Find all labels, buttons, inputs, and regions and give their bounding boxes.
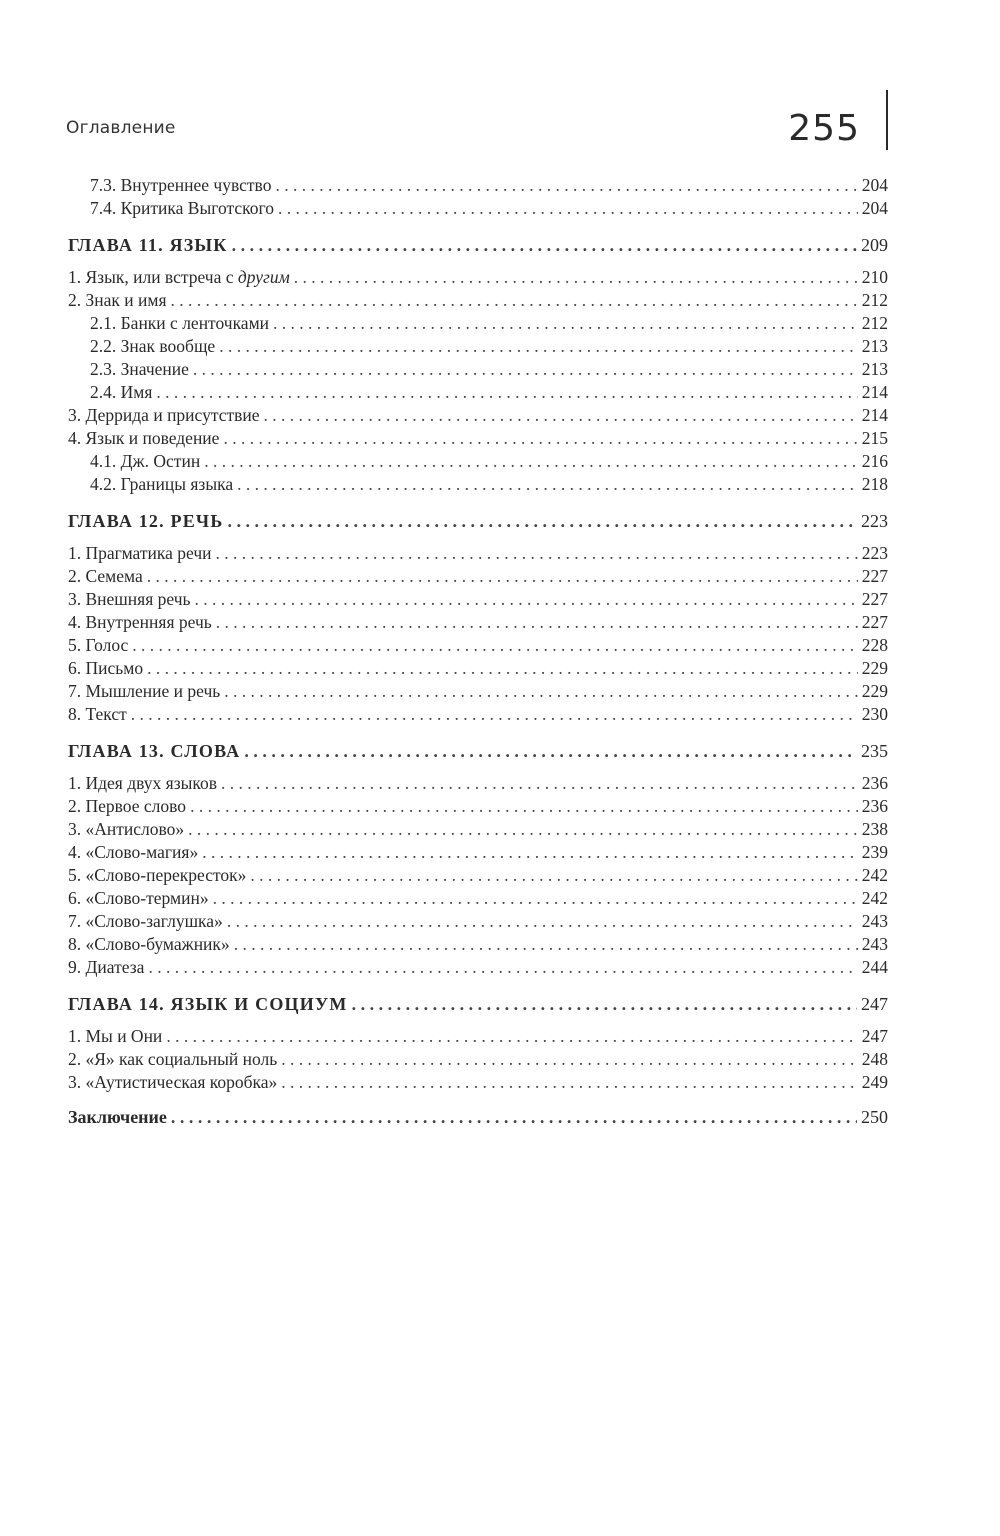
dot-leader <box>204 450 858 473</box>
toc-entry <box>68 910 888 933</box>
dot-leader <box>131 703 858 726</box>
dot-leader <box>234 933 858 956</box>
toc-entry-page: 204 <box>861 198 888 218</box>
toc-entry-page: 247 <box>861 1026 888 1046</box>
toc-entry <box>68 680 888 703</box>
toc-entry-title: ГЛАВА 12. РЕЧЬ <box>68 511 224 531</box>
page-number: 255 <box>788 108 860 149</box>
toc-entry <box>68 1071 888 1094</box>
toc-entry-page: 235 <box>861 741 888 761</box>
toc-entry-page: 236 <box>861 773 888 793</box>
toc-entry-page: 229 <box>861 681 888 701</box>
toc-entry <box>68 289 888 312</box>
toc-entry <box>68 588 888 611</box>
toc-entry-page: 242 <box>861 888 888 908</box>
dot-leader <box>221 772 858 795</box>
toc-entry <box>68 611 888 634</box>
toc-chapter-entry <box>68 508 888 534</box>
toc-entry-page: 213 <box>861 359 888 379</box>
toc-entry-page: 230 <box>861 704 888 724</box>
toc-entry-title: 2.3. Значение <box>90 359 189 379</box>
running-title: Оглавление <box>66 118 176 138</box>
table-of-contents <box>68 174 888 1129</box>
toc-entry <box>68 358 888 381</box>
toc-entry <box>68 542 888 565</box>
toc-entry-page: 239 <box>861 842 888 862</box>
toc-entry-title: 3. «Антислово» <box>68 819 185 839</box>
dot-leader <box>147 565 858 588</box>
dot-leader <box>171 289 858 312</box>
toc-entry <box>68 473 888 496</box>
toc-entry <box>68 565 888 588</box>
dot-leader <box>213 887 858 910</box>
dot-leader <box>148 956 857 979</box>
dot-leader <box>250 864 857 887</box>
toc-entry-title: 6. Письмо <box>68 658 144 678</box>
dot-leader <box>166 1025 857 1048</box>
toc-entry-title: 7. «Слово-заглушка» <box>68 911 223 931</box>
dot-leader <box>352 991 857 1017</box>
toc-entry <box>68 450 888 473</box>
dot-leader <box>275 174 857 197</box>
toc-entry-page: 250 <box>861 1107 888 1127</box>
toc-chapter-entry <box>68 738 888 764</box>
toc-entry-title: 1. Идея двух языков <box>68 773 218 793</box>
toc-entry-page: 228 <box>861 635 888 655</box>
dot-leader <box>237 473 858 496</box>
dot-leader <box>147 657 858 680</box>
toc-entry-page: 216 <box>861 451 888 471</box>
toc-entry <box>68 312 888 335</box>
toc-entry-title: ГЛАВА 11. ЯЗЫК <box>68 235 228 255</box>
toc-entry-title: 7.4. Критика Выготского <box>90 198 274 218</box>
toc-entry <box>68 795 888 818</box>
dot-leader <box>194 588 857 611</box>
toc-entry <box>68 841 888 864</box>
toc-entry-title: 3. «Аутистическая коробка» <box>68 1072 278 1092</box>
toc-entry <box>68 933 888 956</box>
toc-entry-page: 242 <box>861 865 888 885</box>
dot-leader <box>273 312 858 335</box>
toc-entry-page: 249 <box>861 1072 888 1092</box>
toc-entry-title: 1. Прагматика речи <box>68 543 212 563</box>
toc-entry-page: 243 <box>861 934 888 954</box>
toc-conclusion-entry <box>68 1106 888 1129</box>
toc-entry-title: 4. «Слово-магия» <box>68 842 199 862</box>
toc-entry-title: 2.2. Знак вообще <box>90 336 216 356</box>
toc-chapter-entry <box>68 991 888 1017</box>
toc-entry-title: 2.1. Банки с ленточками <box>90 313 270 333</box>
toc-entry-page: 227 <box>861 589 888 609</box>
toc-entry-title: 3. Деррида и присутствие <box>68 405 260 425</box>
toc-entry-title: 4.1. Дж. Остин <box>90 451 201 471</box>
toc-entry-title: 6. «Слово-термин» <box>68 888 209 908</box>
toc-entry-page: 215 <box>861 428 888 448</box>
toc-entry-title: 5. Голос <box>68 635 129 655</box>
toc-entry-page: 214 <box>861 382 888 402</box>
toc-entry-page: 223 <box>861 543 888 563</box>
toc-entry <box>68 818 888 841</box>
toc-entry-page: 238 <box>861 819 888 839</box>
toc-entry-title: Заключение <box>68 1107 167 1127</box>
edge-rule <box>886 90 888 150</box>
toc-entry-title: 2. Семема <box>68 566 143 586</box>
dot-leader <box>193 358 858 381</box>
toc-entry-page: 227 <box>861 566 888 586</box>
toc-entry-page: 209 <box>861 235 888 255</box>
toc-entry <box>68 864 888 887</box>
toc-entry <box>68 887 888 910</box>
toc-entry-title: 8. «Слово-бумажник» <box>68 934 230 954</box>
toc-entry-page: 248 <box>861 1049 888 1069</box>
toc-entry-page: 213 <box>861 336 888 356</box>
toc-entry-title: 4. Язык и поведение <box>68 428 220 448</box>
toc-entry <box>68 335 888 358</box>
toc-entry-title: 8. Текст <box>68 704 127 724</box>
toc-entry-title: 1. Мы и Они <box>68 1026 163 1046</box>
toc-entry <box>68 381 888 404</box>
toc-entry-page: 247 <box>861 994 888 1014</box>
dot-leader <box>223 427 857 450</box>
toc-entry-title: 3. Внешняя речь <box>68 589 191 609</box>
toc-entry <box>68 427 888 450</box>
toc-entry-title: 9. Диатеза <box>68 957 145 977</box>
toc-entry-title: 5. «Слово-перекресток» <box>68 865 247 885</box>
toc-entry-title: 2. Первое слово <box>68 796 187 816</box>
dot-leader <box>278 197 858 220</box>
dot-leader <box>202 841 858 864</box>
dot-leader <box>216 611 858 634</box>
toc-entry-page: 223 <box>861 511 888 531</box>
dot-leader <box>232 232 857 258</box>
toc-entry <box>68 703 888 726</box>
dot-leader <box>244 738 857 764</box>
dot-leader <box>171 1106 857 1129</box>
toc-entry <box>68 174 888 197</box>
toc-entry <box>68 1048 888 1071</box>
toc-entry-title: 7.3. Внутреннее чувство <box>90 175 272 195</box>
dot-leader <box>224 680 857 703</box>
toc-entry-title: ГЛАВА 14. ЯЗЫК И СОЦИУМ <box>68 994 348 1014</box>
toc-chapter-entry <box>68 232 888 258</box>
toc-entry <box>68 772 888 795</box>
dot-leader <box>190 795 858 818</box>
toc-entry <box>68 266 888 289</box>
toc-entry-title: 2. «Я» как социальный ноль <box>68 1049 278 1069</box>
toc-entry <box>68 956 888 979</box>
dot-leader <box>227 508 857 534</box>
toc-entry-page: 212 <box>861 313 888 333</box>
toc-entry-page: 227 <box>861 612 888 632</box>
toc-entry-title: ГЛАВА 13. СЛОВА <box>68 741 241 761</box>
dot-leader <box>216 542 858 565</box>
toc-entry-title: 2. Знак и имя <box>68 290 167 310</box>
toc-entry <box>68 404 888 427</box>
dot-leader <box>264 404 858 427</box>
toc-entry-title: 4. Внутренняя речь <box>68 612 212 632</box>
toc-entry <box>68 657 888 680</box>
toc-entry-page: 244 <box>861 957 888 977</box>
toc-entry-title: 1. Язык, или встреча с другим <box>68 267 290 287</box>
dot-leader <box>188 818 858 841</box>
dot-leader <box>227 910 858 933</box>
toc-entry <box>68 1025 888 1048</box>
toc-entry-page: 212 <box>861 290 888 310</box>
toc-entry-page: 204 <box>861 175 888 195</box>
toc-entry-page: 218 <box>861 474 888 494</box>
toc-entry-title: 7. Мышление и речь <box>68 681 221 701</box>
dot-leader <box>294 266 858 289</box>
toc-entry <box>68 634 888 657</box>
toc-entry-title: 4.2. Границы языка <box>90 474 234 494</box>
dot-leader <box>156 381 857 404</box>
dot-leader <box>132 634 857 657</box>
dot-leader <box>219 335 858 358</box>
toc-entry-page: 210 <box>861 267 888 287</box>
toc-entry <box>68 197 888 220</box>
toc-entry-page: 243 <box>861 911 888 931</box>
dot-leader <box>281 1048 857 1071</box>
toc-entry-page: 214 <box>861 405 888 425</box>
dot-leader <box>281 1071 857 1094</box>
toc-entry-page: 236 <box>861 796 888 816</box>
toc-entry-page: 229 <box>861 658 888 678</box>
toc-entry-title: 2.4. Имя <box>90 382 153 402</box>
